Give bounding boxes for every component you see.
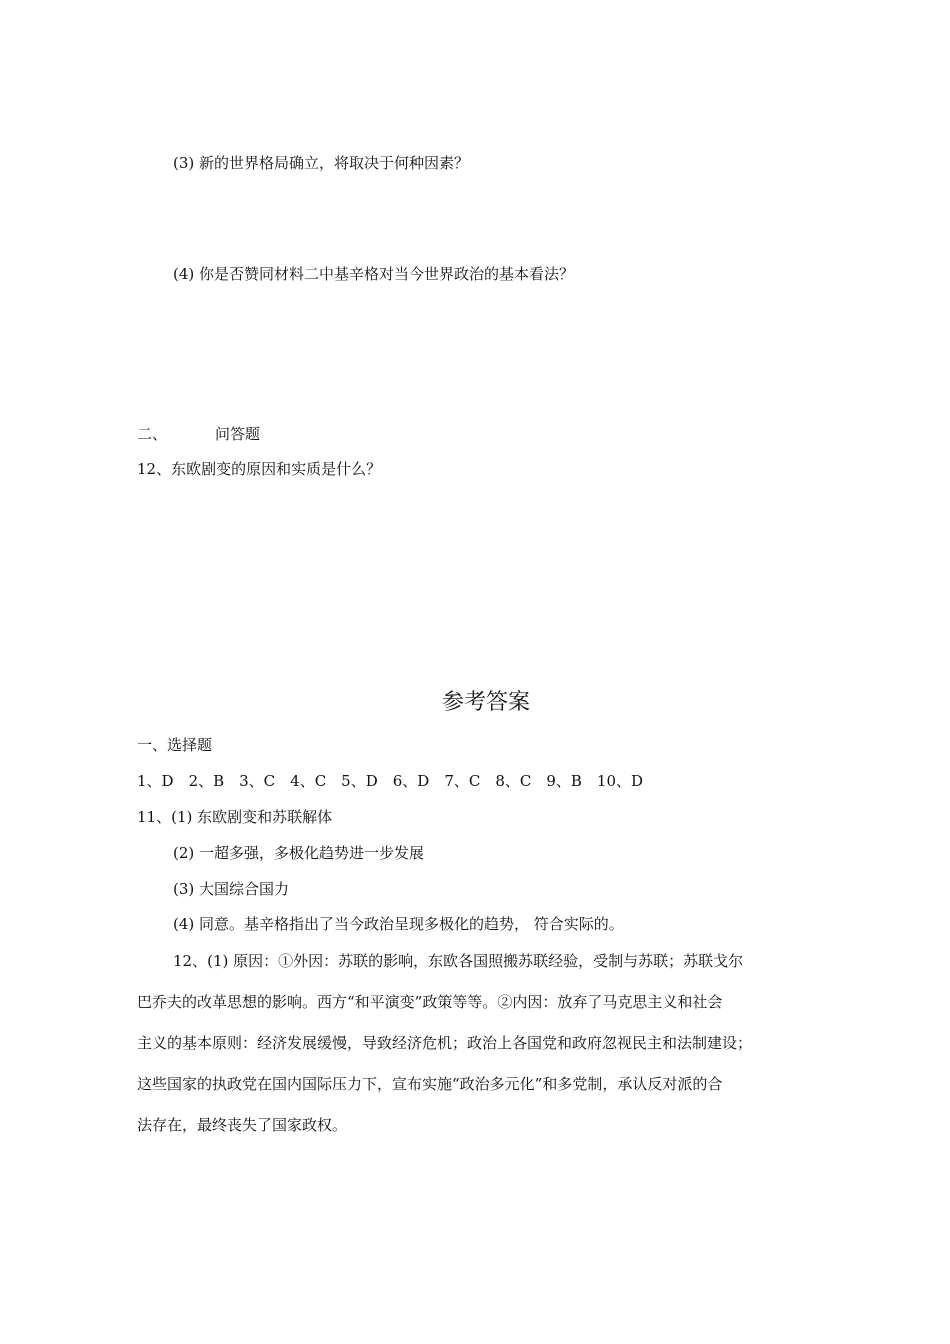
answer-11-2: (2) 一超多强，多极化趋势进一步发展 (173, 844, 425, 862)
answer-11-4: (4) 同意。基辛格指出了当今政治呈现多极化的趋势， 符合实际的。 (173, 915, 624, 933)
section-number: 二、 (137, 425, 168, 443)
answers-title: 参考答案 (442, 690, 531, 715)
question-11-4: (4) 你是否赞同材料二中基辛格对当今世界政治的基本看法？ (173, 265, 575, 283)
answer-12-line-2: 巴乔夫的改革思想的影响。西方“和平演变”政策等等。②内因：放弃了马克思主义和社会 (137, 993, 723, 1011)
choice-answers: 1、D 2、B 3、C 4、C 5、D 6、D 7、C 8、C 9、B 10、D (137, 772, 644, 790)
answer-11-3: (3) 大国综合国力 (173, 880, 290, 898)
answers-section-1: 一、选择题 (137, 736, 213, 754)
section-title: 问答题 (215, 425, 261, 443)
answer-12-line-4: 这些国家的执政党在国内国际压力下，宣布实施“政治多元化”和多党制，承认反对派的合 (137, 1075, 723, 1093)
question-12: 12、东欧剧变的原因和实质是什么？ (137, 460, 382, 478)
answer-12-line-1: 12、(1) 原因：①外因：苏联的影响，东欧各国照搬苏联经验，受制与苏联；苏联戈尔 (173, 952, 744, 970)
answer-12-line-5: 法存在，最终丧失了国家政权。 (137, 1116, 348, 1134)
answer-11-1: 11、(1) 东欧剧变和苏联解体 (137, 808, 333, 826)
question-11-3: (3) 新的世界格局确立，将取决于何种因素？ (173, 154, 470, 172)
answer-12-line-3: 主义的基本原则：经济发展缓慢，导致经济危机；政治上各国党和政府忽视民主和法制建设； (137, 1034, 753, 1052)
section-heading-2 (137, 424, 260, 444)
